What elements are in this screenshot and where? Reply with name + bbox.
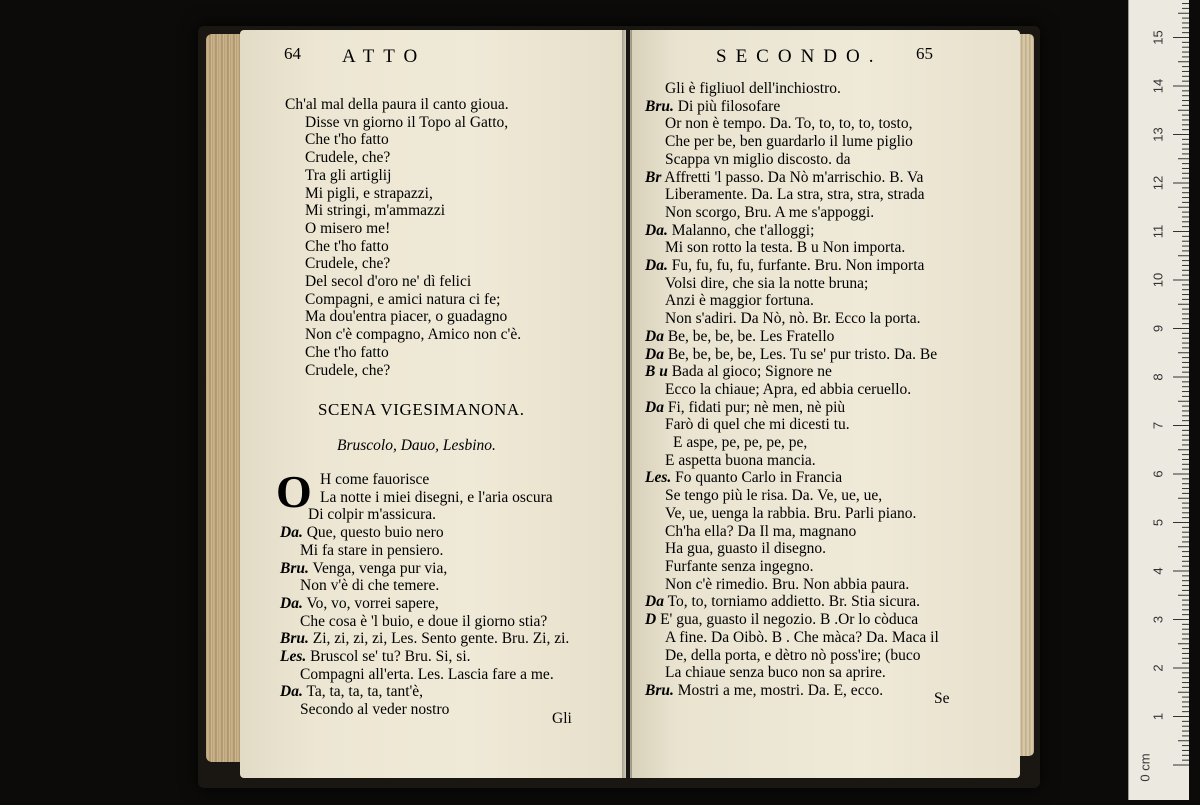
verse-text: Ch'al mal della paura il canto gioua. <box>285 96 509 113</box>
verse-text: La chiaue senza buco non sa aprire. <box>665 664 886 682</box>
verse-line <box>285 185 521 203</box>
verse-text: Liberamente. Da. La stra, stra, stra, strada <box>665 186 925 204</box>
verse-line <box>280 666 569 684</box>
page-block-edge-left <box>206 34 242 762</box>
verse-line <box>645 363 939 381</box>
verse-line <box>645 98 939 116</box>
speaker-label: Da. <box>280 683 303 701</box>
verse-line <box>285 96 521 114</box>
verse-text: Malanno, che t'alloggi; <box>671 221 815 239</box>
drop-cap: O <box>276 466 312 517</box>
verse-line <box>645 593 939 611</box>
verse-text: Compagni, e amici natura ci fe; <box>305 290 501 308</box>
verse-line <box>285 220 521 238</box>
verse-text: Que, questo buio nero <box>306 524 444 542</box>
verse-line <box>285 362 521 380</box>
right-page-number: 65 <box>916 44 933 63</box>
verse-line <box>285 308 521 326</box>
speaker-label: D <box>645 611 657 629</box>
verse-text: Che per be, ben guardarlo il lume piglio <box>665 133 913 151</box>
verse-text: Che t'ho fatto <box>305 131 389 149</box>
verse-line <box>645 80 939 98</box>
verse-line <box>645 523 939 541</box>
ruler-tick-label: 11 <box>1150 224 1166 239</box>
verse-line <box>645 239 939 257</box>
verse-text: Ha gua, guasto il disegno. <box>665 540 827 558</box>
verse-line <box>645 169 939 187</box>
right-catchword: Se <box>934 690 950 707</box>
verse-text: Che t'ho fatto <box>305 343 389 361</box>
verse-line <box>645 558 939 576</box>
verse-line <box>645 346 939 364</box>
verse-text: Vo, vo, vorrei sapere, <box>306 594 439 612</box>
verse-line <box>280 506 569 524</box>
verse-line <box>645 133 939 151</box>
speaker-label: Bru. <box>280 630 309 648</box>
verse-text: Non v'è di che temere. <box>300 577 440 595</box>
verse-line <box>645 452 939 470</box>
ruler-tick-label: 7 <box>1150 421 1166 430</box>
ruler-tick-label: 14 <box>1150 78 1166 94</box>
verse-text: Mi fa stare in pensiero. <box>300 541 444 559</box>
speaker-label: Les. <box>280 648 307 666</box>
verse-line <box>285 238 521 256</box>
speaker-label: Bru. <box>645 681 674 699</box>
verse-line <box>280 524 569 542</box>
verse-text: Fo quanto Carlo in Francia <box>675 469 843 487</box>
left-running-head: ATTO <box>342 46 427 67</box>
verse-text: O misero me! <box>305 219 391 237</box>
speaker-label: Da <box>645 398 664 416</box>
verse-text: Crudele, che? <box>305 255 391 273</box>
verse-line <box>285 326 521 344</box>
verse-line <box>285 344 521 362</box>
verse-line <box>645 469 939 487</box>
verse-line <box>280 630 569 648</box>
verse-line <box>645 434 939 452</box>
right-page-text <box>645 80 939 700</box>
speaker-label: Bru. <box>280 559 309 577</box>
verse-line <box>280 542 569 560</box>
verse-line <box>280 701 569 719</box>
verse-text: To, to, torniamo addietto. Br. Stia sicura. <box>667 593 921 611</box>
page-block-edge-right <box>1018 34 1034 756</box>
verse-line <box>645 647 939 665</box>
verse-text: Disse vn giorno il Topo al Gatto, <box>305 113 509 131</box>
left-verse-top <box>285 96 521 379</box>
verse-line <box>645 310 939 328</box>
verse-line <box>645 381 939 399</box>
verse-text: Mi son rotto la testa. B u Non importa. <box>665 239 906 257</box>
verse-line <box>280 648 569 666</box>
verse-text: Anzi è maggior fortuna. <box>665 292 814 310</box>
verse-text: E aspe, pe, pe, pe, pe, <box>673 434 808 452</box>
verse-line <box>645 540 939 558</box>
ruler-tick-label: 12 <box>1150 175 1166 191</box>
verse-line <box>280 683 569 701</box>
verse-line <box>285 202 521 220</box>
verse-text: Compagni all'erta. Les. Lascia fare a me. <box>300 665 554 683</box>
speaker-label: Da <box>645 345 664 363</box>
verse-line <box>645 115 939 133</box>
verse-text: Scappa vn miglio discosto. da <box>665 150 851 168</box>
right-running-head: SECONDO. <box>716 46 883 67</box>
verse-text: Mi stringi, m'ammazzi <box>305 202 446 220</box>
verse-line <box>645 664 939 682</box>
ruler-tick-label: 9 <box>1150 324 1166 333</box>
book-gutter <box>622 30 632 778</box>
ruler-tick-label: 15 <box>1150 30 1166 45</box>
verse-line <box>285 167 521 185</box>
verse-line <box>285 131 521 149</box>
verse-line <box>645 399 939 417</box>
verse-line <box>645 416 939 434</box>
verse-text: Ve, ue, uenga la rabbia. Bru. Parli piano. <box>665 504 917 522</box>
verse-line <box>645 151 939 169</box>
measuring-ruler <box>1128 0 1189 800</box>
ruler-tick-label: 2 <box>1150 664 1166 672</box>
verse-text: Non c'è rimedio. Bru. Non abbia paura. <box>665 575 910 593</box>
ruler-tick-label: 6 <box>1150 470 1166 478</box>
verse-text: Ta, ta, ta, ta, tant'è, <box>306 683 424 701</box>
verse-text: Del secol d'oro ne' dì felici <box>305 273 472 291</box>
ruler-tick-label: 10 <box>1150 272 1166 288</box>
verse-text: Non s'adiri. Da Nò, nò. Br. Ecco la porta. <box>665 310 921 328</box>
verse-line <box>285 114 521 132</box>
verse-text: Di colpir m'assicura. <box>308 506 437 524</box>
verse-line <box>285 291 521 309</box>
verse-text: Zi, zi, zi, zi, Les. Sento gente. Bru. Zi, zi. <box>312 630 570 648</box>
verse-text: Non c'è compagno, Amico non c'è. <box>305 326 522 344</box>
verse-line <box>645 328 939 346</box>
verse-text: Mi pigli, e strapazzi, <box>305 184 433 202</box>
speaker-label: B u <box>645 363 668 381</box>
verse-line <box>645 611 939 629</box>
verse-text: Crudele, che? <box>305 361 391 379</box>
speaker-label: Bru. <box>645 97 674 115</box>
verse-text: Secondo al veder nostro <box>300 701 450 719</box>
verse-line <box>645 682 939 700</box>
ruler-ticks <box>1129 0 1189 800</box>
verse-text: E aspetta buona mancia. <box>665 451 816 469</box>
verse-line <box>645 204 939 222</box>
verse-text: De, della porta, e dètro nò poss'ire; (buco <box>665 646 921 664</box>
verse-line <box>280 577 569 595</box>
verse-line <box>645 275 939 293</box>
verse-line <box>285 255 521 273</box>
verse-line <box>280 613 569 631</box>
verse-text: Or non è tempo. Da. To, to, to, to, tosto, <box>665 115 913 133</box>
verse-line <box>285 273 521 291</box>
speaker-label: Da. <box>280 594 303 612</box>
ruler-unit-label: 0 cm <box>1137 753 1153 782</box>
verse-text: Bada al gioco; Signore ne <box>671 363 832 381</box>
verse-text: Affretti 'l passo. Da Nò m'arrischio. B. Va <box>664 168 924 186</box>
verse-line <box>645 487 939 505</box>
speaker-label: Les. <box>645 469 672 487</box>
verse-text: Furfante senza ingegno. <box>665 557 814 575</box>
verse-line <box>280 595 569 613</box>
left-catchword: Gli <box>552 710 572 727</box>
verse-line <box>645 629 939 647</box>
verse-text: Volsi dire, che sia la notte bruna; <box>665 274 869 292</box>
verse-text: Fu, fu, fu, fu, furfante. Bru. Non importa <box>671 257 925 275</box>
verse-text: Tra gli artiglij <box>305 166 392 184</box>
left-verse-bottom <box>280 471 569 719</box>
verse-line <box>280 471 569 489</box>
speaker-label: Da. <box>280 524 303 542</box>
verse-text: H come fauorisce <box>320 471 430 488</box>
ruler-tick-label: 5 <box>1150 518 1166 527</box>
speaker-label: Da <box>645 327 664 345</box>
verse-text: Mostri a me, mostri. Da. E, ecco. <box>677 681 884 699</box>
verse-text: Di più filosofare <box>677 97 781 115</box>
verse-text: Be, be, be, be, Les. Tu se' pur tristo. Da. Be <box>667 345 938 363</box>
verse-line <box>645 576 939 594</box>
ruler-tick-label: 8 <box>1150 373 1166 381</box>
verse-line <box>645 222 939 240</box>
speaker-label: Da <box>645 593 664 611</box>
ruler-tick-label: 1 <box>1150 712 1166 721</box>
verse-line <box>280 489 569 507</box>
verse-text: Non scorgo, Bru. A me s'appoggi. <box>665 203 875 221</box>
verse-text: Ch'ha ella? Da Il ma, magnano <box>665 522 857 540</box>
verse-text: Se tengo più le risa. Da. Ve, ue, ue, <box>665 487 883 505</box>
verse-text: Be, be, be, be. Les Fratello <box>667 327 835 345</box>
verse-line <box>645 292 939 310</box>
verse-text: Venga, venga pur via, <box>312 559 448 577</box>
verse-text: Farò di quel che mi dicesti tu. <box>665 416 850 434</box>
verse-text: E' gua, guasto il negozio. B .Or lo còduca <box>660 611 919 629</box>
scene-title: SCENA VIGESIMANONA. <box>318 400 525 419</box>
scene-characters: Bruscolo, Dauo, Lesbino. <box>337 437 496 454</box>
verse-text: Bruscol se' tu? Bru. Si, si. <box>310 648 471 666</box>
left-page-number: 64 <box>284 44 301 63</box>
speaker-label: Da. <box>645 257 668 275</box>
verse-line <box>645 186 939 204</box>
verse-text: Che t'ho fatto <box>305 237 389 255</box>
verse-text: Ma dou'entra piacer, o guadagno <box>305 308 508 326</box>
verse-text: Gli è figliuol dell'inchiostro. <box>665 80 841 97</box>
verse-text: Fi, fidati pur; nè men, nè più <box>667 398 846 416</box>
verse-line <box>645 505 939 523</box>
verse-text: A fine. Da Oibò. B . Che màca? Da. Maca il <box>665 628 939 646</box>
ruler-tick-label: 3 <box>1150 615 1166 624</box>
ruler-tick-label: 13 <box>1150 127 1166 142</box>
verse-text: La notte i miei disegni, e l'aria oscura <box>320 488 553 506</box>
verse-text: Ecco la chiaue; Apra, ed abbia ceruello. <box>665 380 912 398</box>
verse-text: Crudele, che? <box>305 149 391 167</box>
ruler-tick-label: 4 <box>1150 567 1166 575</box>
verse-line <box>645 257 939 275</box>
speaker-label: Br <box>645 168 662 186</box>
verse-line <box>280 560 569 578</box>
speaker-label: Da. <box>645 221 668 239</box>
verse-text: Che cosa è 'l buio, e doue il giorno stia? <box>300 612 548 630</box>
verse-line <box>285 149 521 167</box>
